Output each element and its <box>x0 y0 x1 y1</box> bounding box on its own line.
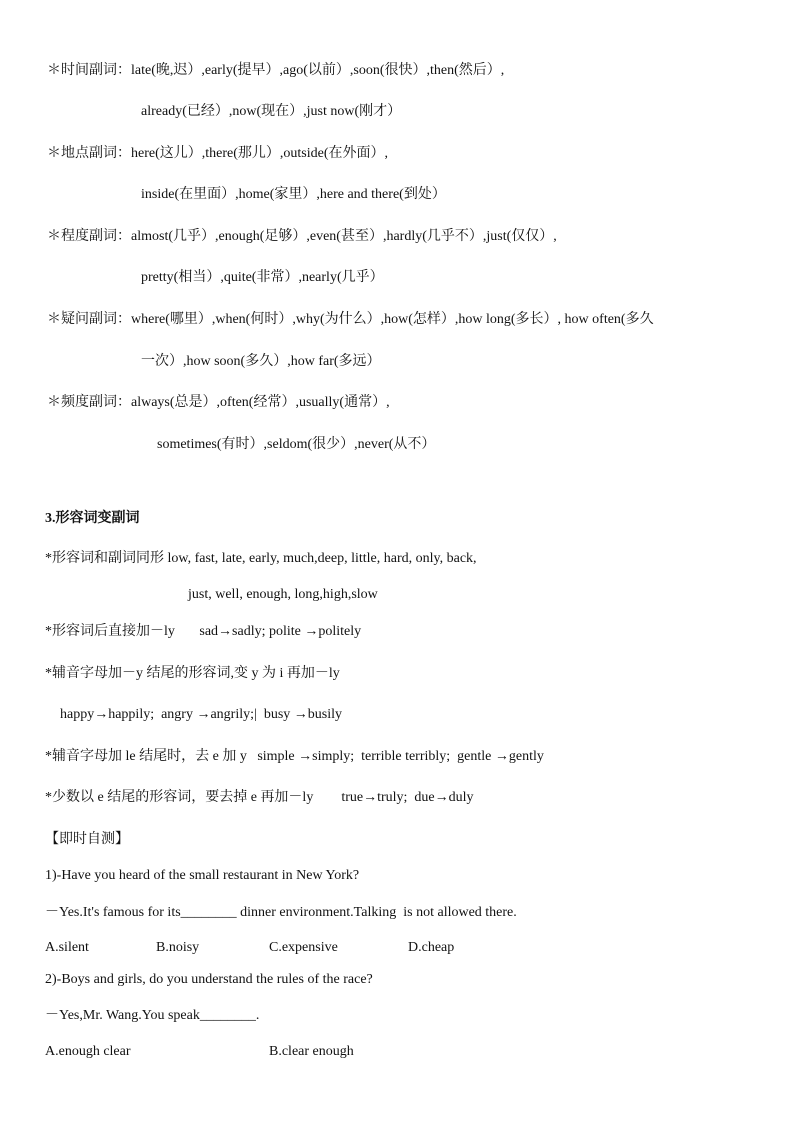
place-adverbs-line1: ＊地点副词：here(这儿）,there(那儿）,outside(在外面）, <box>47 146 388 161</box>
rule-y-to-i: *辅音字母加－y 结尾的形容词,变 y 为 i 再加－ly <box>45 666 340 681</box>
q1-option-c: C.expensive <box>269 940 338 955</box>
q2-question: 2)-Boys and girls, do you understand the rules of the race? <box>45 972 373 987</box>
rule-same-form-line2: just, well, enough, long,high,slow <box>188 587 378 602</box>
q2-option-b: B.clear enough <box>269 1044 354 1059</box>
q1-answer-line: －Yes.It's famous for its________ dinner environment.Talking is not allowed there. <box>45 905 517 920</box>
interrogative-adverbs-line2: 一次）,how soon(多久）,how far(多远） <box>141 354 381 369</box>
time-adverbs-line2: already(已经）,now(现在）,just now(刚才） <box>141 104 402 119</box>
rule-same-form-line1: *形容词和副词同形 low, fast, late, early, much,deep, little, hard, only, back, <box>45 551 477 566</box>
q1-option-d: D.cheap <box>408 940 455 955</box>
rule-drop-e: *少数以 e 结尾的形容词，要去掉 e 再加－ly true→truly; due→duly <box>45 790 474 805</box>
q2-answer-line: －Yes,Mr. Wang.You speak________. <box>45 1008 260 1023</box>
degree-adverbs-line1: ＊程度副词：almost(几乎）,enough(足够）,even(甚至）,hardly(几乎不）,just(仅仅）, <box>47 229 557 244</box>
quiz-heading: 【即时自测】 <box>45 832 129 847</box>
rule-le-ending: *辅音字母加 le 结尾时，去 e 加 y simple →simply; terrible terribly; gentle →gently <box>45 749 544 764</box>
degree-adverbs-line2: pretty(相当）,quite(非常）,nearly(几乎） <box>141 270 384 285</box>
section-heading: 3.形容词变副词 <box>45 511 140 526</box>
rule-add-ly: *形容词后直接加－ly sad→sadly; polite →politely <box>45 624 362 639</box>
frequency-adverbs-line1: ＊频度副词：always(总是）,often(经常）,usually(通常）, <box>47 395 390 410</box>
rule-y-to-i-examples: happy→happily; angry →angrily;| busy →busily <box>60 707 342 722</box>
q1-question: 1)-Have you heard of the small restaurant in New York? <box>45 868 360 883</box>
q1-option-b: B.noisy <box>156 940 200 955</box>
q1-option-a: A.silent <box>45 940 89 955</box>
interrogative-adverbs-line1: ＊疑问副词：where(哪里）,when(何时）,why(为什么）,how(怎样）,how long(多长）, how often(多久 <box>47 312 654 327</box>
place-adverbs-line2: inside(在里面）,home(家里）,here and there(到处） <box>141 187 446 202</box>
frequency-adverbs-line2: sometimes(有时）,seldom(很少）,never(从不） <box>157 437 436 452</box>
q2-option-a: A.enough clear <box>45 1044 131 1059</box>
time-adverbs-line1: ＊时间副词：late(晚,迟）,early(提早）,ago(以前）,soon(很快）,then(然后）, <box>47 63 505 78</box>
